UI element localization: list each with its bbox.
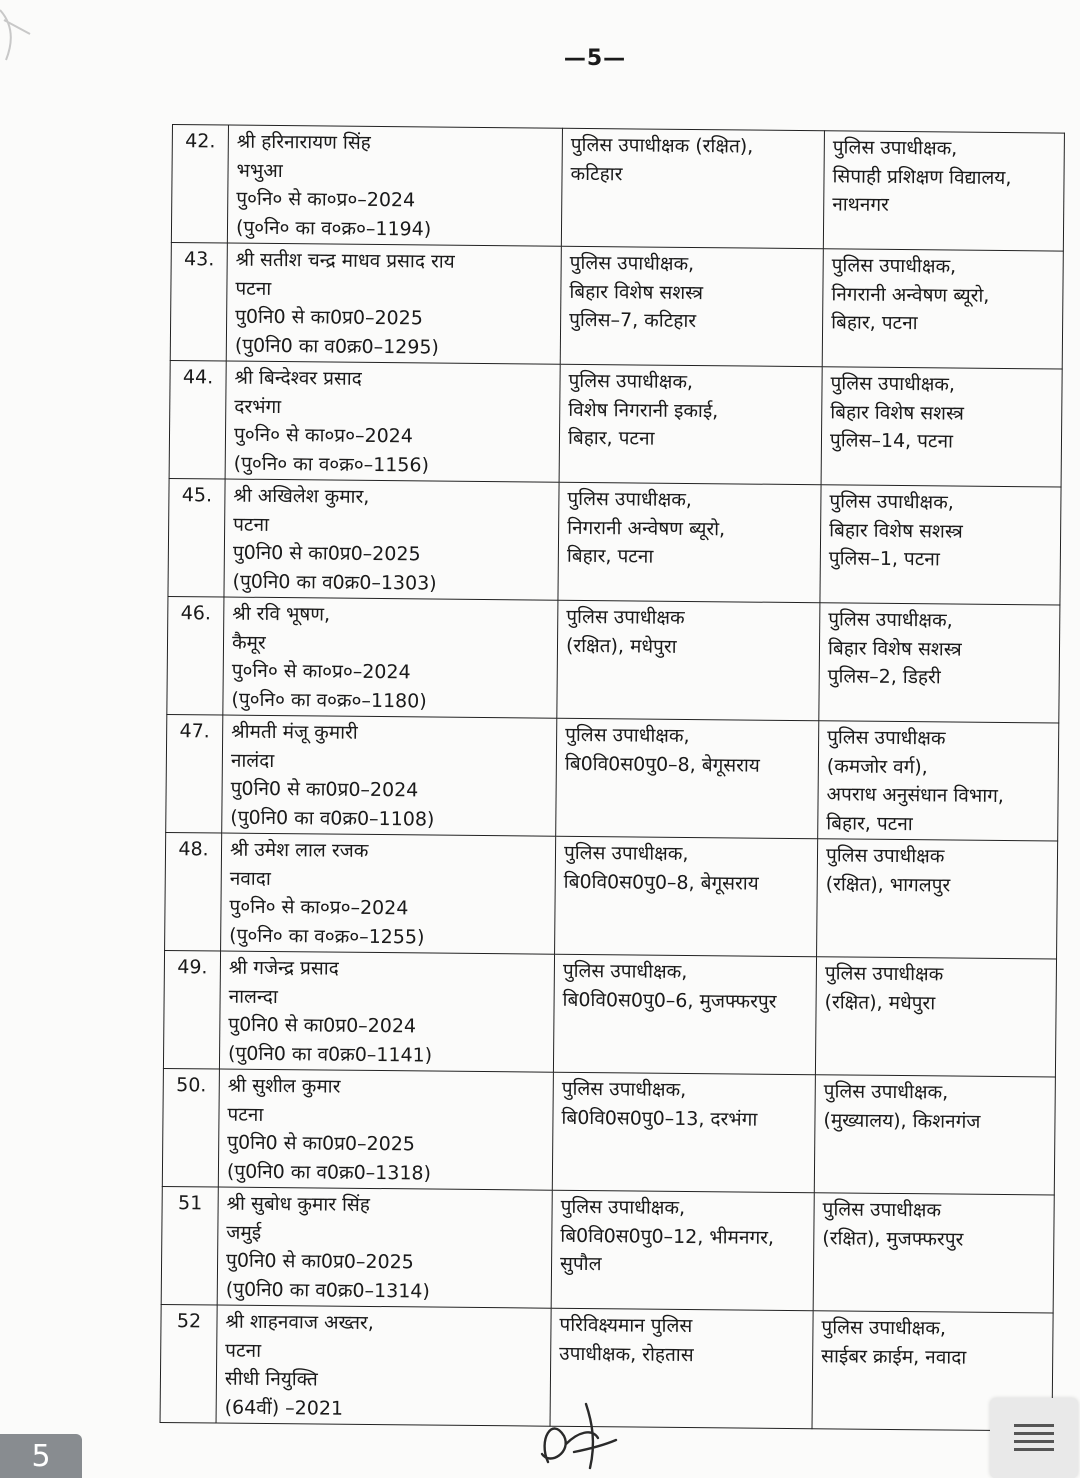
- officer-cell: [219, 951, 554, 1072]
- current-posting-line: बिहार, पटना: [567, 426, 655, 450]
- officer-line: (पु0नि0 का व0क्र0–1303): [232, 570, 437, 595]
- officer-line: पु०नि० से का०प्र०–2024: [236, 187, 416, 212]
- new-posting-line: निगरानी अन्वेषण ब्यूरो,: [831, 282, 990, 307]
- current-posting-cell: [556, 718, 819, 839]
- current-posting-line: पुलिस उपाधीक्षक,: [569, 251, 695, 276]
- serial-number-cell: 48.: [165, 832, 222, 951]
- current-posting-line: पुलिस उपाधीक्षक,: [561, 1077, 687, 1101]
- current-posting-line: बि0वि0स0पु0–13, दरभंगा: [561, 1106, 758, 1131]
- officer-line: (पु0नि0 का व0क्र0–1108): [230, 806, 435, 831]
- transfer-table: [160, 124, 1065, 1432]
- new-posting-cell: [821, 367, 1062, 487]
- current-posting-line: पुलिस उपाधीक्षक,: [560, 1195, 686, 1219]
- officer-line: नालंदा: [230, 749, 275, 772]
- new-posting-line: पुलिस–2, डिहरी: [827, 665, 941, 689]
- new-posting-line: पुलिस–1, पटना: [828, 547, 940, 571]
- officer-line: दरभंगा: [234, 395, 282, 418]
- officer-line: पु0नि0 से का0प्र0–2025: [235, 305, 423, 330]
- current-posting-line: उपाधीक्षक, रोहतास: [559, 1342, 694, 1366]
- current-posting-cell: [559, 364, 822, 485]
- page-thumbnail-badge[interactable]: 5: [0, 1434, 82, 1478]
- current-posting-line: बि0वि0स0पु0–12, भीमनगर,: [560, 1224, 775, 1249]
- officer-cell: [222, 715, 557, 836]
- new-posting-line: पुलिस उपाधीक्षक,: [831, 254, 957, 278]
- current-posting-line: पुलिस उपाधीक्षक,: [563, 841, 689, 865]
- officer-line: पु0नि0 से का0प्र0–2024: [230, 777, 419, 802]
- new-posting-cell: [817, 839, 1058, 959]
- officer-line: श्री गजेन्द्र प्रसाद: [228, 956, 339, 980]
- officer-cell: [223, 597, 558, 718]
- officer-line: श्री शाहनवाज अख्तर,: [225, 1310, 374, 1334]
- new-posting-line: बिहार, पटना: [826, 811, 913, 835]
- new-posting-line: पुलिस उपाधीक्षक: [827, 726, 946, 750]
- officer-line: पु0नि0 से का0प्र0–2025: [232, 541, 421, 566]
- new-posting-line: पुलिस उपाधीक्षक,: [828, 608, 953, 632]
- new-posting-cell: [822, 249, 1063, 369]
- officer-line: पटना: [225, 1339, 262, 1362]
- new-posting-line: साईबर क्राईम, नवादा: [821, 1344, 967, 1369]
- current-posting-cell: [551, 1190, 814, 1311]
- current-posting-line: विशेष निगरानी इकाई,: [568, 398, 719, 422]
- serial-number-cell: 44.: [169, 360, 226, 479]
- officer-line: (पु0नि0 का व0क्र0–1314): [225, 1278, 430, 1303]
- officer-line: (पु०नि० का व०क्र०–1156): [233, 452, 430, 476]
- current-posting-line: सुपौल: [559, 1252, 602, 1276]
- current-posting-line: परिविक्ष्यमान पुलिस: [559, 1313, 693, 1338]
- officer-cell: [217, 1187, 552, 1308]
- new-posting-cell: [818, 721, 1059, 841]
- officer-line: (पु0नि0 का व0क्र0–1295): [234, 334, 440, 359]
- table-row: [161, 1186, 1054, 1313]
- new-posting-line: (रक्षित), मधेपुरा: [824, 990, 936, 1014]
- new-posting-line: पुलिस उपाधीक्षक: [825, 844, 945, 868]
- current-posting-cell: [561, 128, 824, 249]
- new-posting-cell: [814, 1075, 1055, 1195]
- officer-line: श्री उमेश लाल रजक: [229, 838, 369, 862]
- new-posting-line: (कमजोर वर्ग),: [826, 754, 928, 778]
- signature-mark: [520, 1392, 630, 1474]
- officer-cell: [218, 1069, 553, 1190]
- table-row: [171, 125, 1064, 252]
- officer-line: (पु०नि० का व०क्र०–1180): [231, 688, 427, 712]
- new-posting-line: बिहार विशेष सशस्त्र: [827, 636, 962, 661]
- new-posting-line: पुलिस उपाधीक्षक,: [821, 1316, 947, 1340]
- officer-cell: [226, 243, 561, 364]
- page-number: —5—: [563, 46, 627, 71]
- officer-line: सीधी नियुक्ति: [224, 1367, 318, 1391]
- officer-line: श्री सुशील कुमार: [227, 1074, 341, 1098]
- new-posting-line: बिहार विशेष सशस्त्र: [830, 400, 965, 425]
- current-posting-cell: [557, 600, 820, 721]
- current-posting-line: (रक्षित), मधेपुरा: [565, 634, 677, 658]
- officer-line: नालन्दा: [228, 985, 278, 1008]
- officer-line: (पु०नि० का व०क्र०–1194): [235, 216, 432, 240]
- serial-number-cell: 47.: [166, 714, 223, 833]
- officer-line: (पु0नि0 का व0क्र0–1141): [227, 1042, 433, 1067]
- new-posting-line: सिपाही प्रशिक्षण विद्यालय,: [832, 164, 1012, 189]
- table-row: [166, 714, 1059, 841]
- serial-number-cell: 52: [160, 1304, 217, 1423]
- serial-number-cell: 45.: [168, 478, 225, 597]
- new-posting-line: (रक्षित), भागलपुर: [825, 872, 951, 897]
- officer-cell: [216, 1305, 551, 1426]
- current-posting-line: बि0वि0स0पु0–6, मुजफ्फरपुर: [562, 988, 777, 1013]
- new-posting-line: पुलिस उपाधीक्षक,: [830, 372, 956, 396]
- serial-number-cell: 43.: [170, 242, 227, 361]
- serial-number-cell: 49.: [163, 950, 220, 1069]
- officer-line: पटना: [227, 1103, 264, 1126]
- officer-line: श्री सुबोध कुमार सिंह: [226, 1192, 371, 1216]
- new-posting-cell: [820, 485, 1061, 605]
- current-posting-line: पुलिस उपाधीक्षक,: [562, 959, 688, 983]
- new-posting-line: पुलिस उपाधीक्षक,: [829, 490, 954, 514]
- officer-line: पु0नि0 से का0प्र0–2024: [228, 1013, 417, 1038]
- officer-line: पु०नि० से का०प्र०–2024: [233, 423, 414, 448]
- current-posting-line: पुलिस उपाधीक्षक,: [565, 723, 690, 747]
- table-row: [163, 950, 1056, 1077]
- officer-line: कैमूर: [231, 631, 266, 654]
- table-body: [160, 125, 1064, 1432]
- table-row: [165, 832, 1058, 959]
- current-posting-line: कटिहार: [570, 162, 623, 185]
- current-posting-line: बि0वि0स0पु0–8, बेगूसराय: [563, 870, 759, 895]
- current-posting-line: पुलिस–7, कटिहार: [569, 308, 697, 333]
- officer-line: श्री सतीश चन्द्र माधव प्रसाद राय: [235, 248, 455, 273]
- current-posting-line: पुलिस उपाधीक्षक,: [567, 487, 692, 512]
- officer-line: श्री बिन्देश्वर प्रसाद: [234, 366, 362, 390]
- officer-line: भभुआ: [236, 159, 283, 182]
- officer-line: (पु0नि0 का व0क्र0–1318): [226, 1160, 432, 1185]
- current-posting-cell: [555, 836, 818, 957]
- new-posting-line: पुलिस–14, पटना: [829, 429, 954, 453]
- new-posting-line: (रक्षित), मुजफ्फरपुर: [822, 1226, 964, 1251]
- officer-line: (पु०नि० का व०क्र०–1255): [229, 924, 425, 948]
- table-row: [167, 596, 1060, 723]
- current-posting-line: बिहार, पटना: [566, 544, 654, 568]
- table-row: [168, 478, 1061, 605]
- officer-line: जमुई: [226, 1221, 262, 1244]
- officer-line: पु0नि0 से का0प्र0–2025: [227, 1131, 416, 1156]
- new-posting-line: नाथनगर: [832, 193, 889, 216]
- serial-number-cell: 46.: [167, 596, 224, 715]
- current-posting-cell: [553, 954, 816, 1075]
- table-row: [170, 242, 1063, 369]
- serial-number-cell: 51: [161, 1186, 218, 1305]
- officer-line: श्री हरिनारायण सिंह: [236, 130, 371, 154]
- new-posting-line: पुलिस उपाधीक्षक: [822, 1198, 942, 1222]
- table-row: [169, 360, 1062, 487]
- officer-line: पटना: [233, 513, 270, 536]
- officer-cell: [225, 361, 560, 482]
- table-row: [162, 1068, 1055, 1195]
- officer-line: पु0नि0 से का0प्र0–2025: [225, 1249, 414, 1274]
- officer-line: पटना: [235, 277, 272, 300]
- current-posting-cell: [552, 1072, 815, 1193]
- menu-button[interactable]: [990, 1398, 1078, 1478]
- serial-number-cell: 42.: [171, 125, 228, 244]
- officer-line: नवादा: [229, 867, 271, 890]
- officer-line: श्री रवि भूषण,: [232, 602, 331, 626]
- new-posting-line: पुलिस उपाधीक्षक,: [823, 1080, 949, 1104]
- officer-line: पु०नि० से का०प्र०–2024: [231, 659, 411, 684]
- current-posting-line: पुलिस उपाधीक्षक,: [568, 369, 694, 394]
- new-posting-line: पुलिस उपाधीक्षक,: [832, 136, 958, 160]
- current-posting-line: बि0वि0स0पु0–8, बेगूसराय: [564, 752, 760, 777]
- new-posting-cell: [823, 131, 1064, 251]
- new-posting-line: अपराध अनुसंधान विभाग,: [826, 783, 1005, 808]
- officer-line: पु०नि० से का०प्र०–2024: [229, 895, 409, 920]
- current-posting-line: पुलिस उपाधीक्षक: [566, 605, 685, 629]
- officer-cell: [227, 125, 562, 246]
- new-posting-line: बिहार, पटना: [831, 311, 918, 335]
- hamburger-icon: [1012, 1418, 1056, 1458]
- new-posting-cell: [819, 603, 1060, 723]
- officer-line: श्रीमती मंजू कुमारी: [231, 720, 358, 744]
- serial-number-cell: 50.: [162, 1068, 219, 1187]
- new-posting-line: पुलिस उपाधीक्षक: [824, 962, 944, 986]
- officer-line: (64वीं) –2021: [224, 1396, 344, 1420]
- officer-cell: [224, 479, 559, 600]
- new-posting-line: (मुख्यालय), किशनगंज: [823, 1108, 981, 1133]
- new-posting-cell: [813, 1193, 1054, 1313]
- officer-line: श्री अखिलेश कुमार,: [233, 484, 370, 508]
- current-posting-line: पुलिस उपाधीक्षक (रक्षित),: [570, 133, 754, 158]
- current-posting-line: निगरानी अन्वेषण ब्यूरो,: [567, 516, 726, 540]
- current-posting-cell: [558, 482, 821, 603]
- new-posting-cell: [815, 957, 1056, 1077]
- current-posting-cell: [560, 246, 823, 367]
- current-posting-line: बिहार विशेष सशस्त्र: [569, 280, 704, 304]
- new-posting-line: बिहार विशेष सशस्त्र: [829, 518, 963, 543]
- officer-cell: [221, 833, 556, 954]
